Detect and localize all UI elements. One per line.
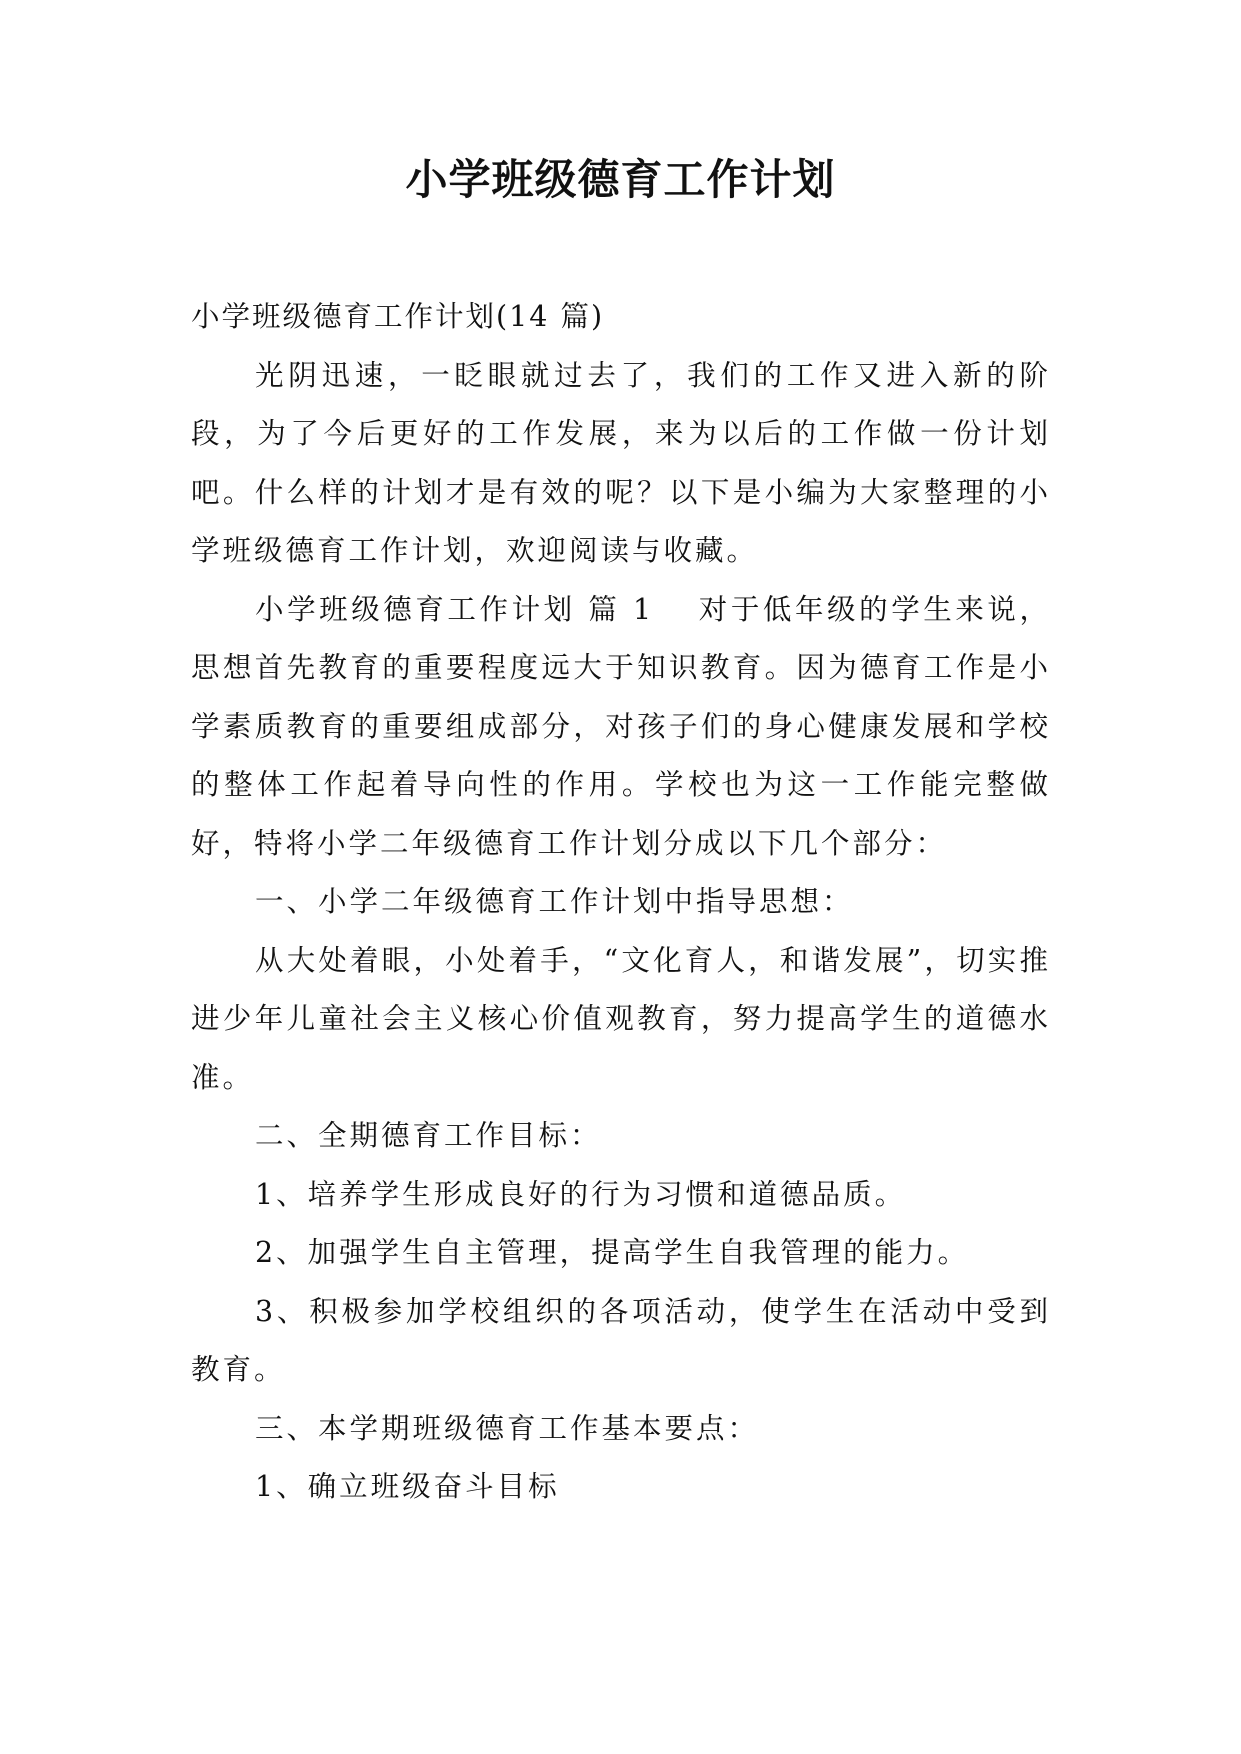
part1-body: 对于低年级的学生来说，思想首先教育的重要程度远大于知识教育。因为德育工作是小学素质教育的重要组成部分，对孩子们的身心健康发展和学校的整体工作起着导向性的作用。学校也为这一工作能完整做好，特将小学二年级德育工作计划分成以下几个部分： (191, 592, 1051, 860)
intro-paragraph: 光阴迅速，一眨眼就过去了，我们的工作又进入新的阶段，为了今后更好的工作发展，来为以后的工作做一份计划吧。什么样的计划才是有效的呢？以下是小编为大家整理的小学班级德育工作计划，欢迎阅读与收藏。 (191, 358, 1051, 567)
document-subtitle: 小学班级德育工作计划(14 篇) (191, 300, 605, 333)
goal-item-2: 2、加强学生自主管理，提高学生自我管理的能力。 (255, 1236, 970, 1269)
part1-heading: 小学班级德育工作计划 篇 1 (255, 592, 655, 626)
section2-heading: 二、全期德育工作目标： (255, 1119, 602, 1152)
section1-heading: 一、小学二年级德育工作计划中指导思想： (255, 885, 854, 918)
document-title: 小学班级德育工作计划 (405, 155, 836, 204)
document-body (191, 288, 1051, 1517)
goal-item-1: 1、培养学生形成良好的行为习惯和道德品质。 (255, 1177, 907, 1211)
goal-item-3: 3、积极参加学校组织的各项活动，使学生在活动中受到教育。 (191, 1294, 1051, 1386)
part1-paragraph (191, 581, 1051, 874)
section3-heading: 三、本学期班级德育工作基本要点： (255, 1411, 760, 1445)
point-item-1: 1、确立班级奋斗目标 (255, 1470, 560, 1503)
section1-body: 从大处着眼，小处着手，“文化育人，和谐发展”，切实推进少年儿童社会主义核心价值观教育，努力提高学生的道德水准。 (191, 943, 1051, 1094)
